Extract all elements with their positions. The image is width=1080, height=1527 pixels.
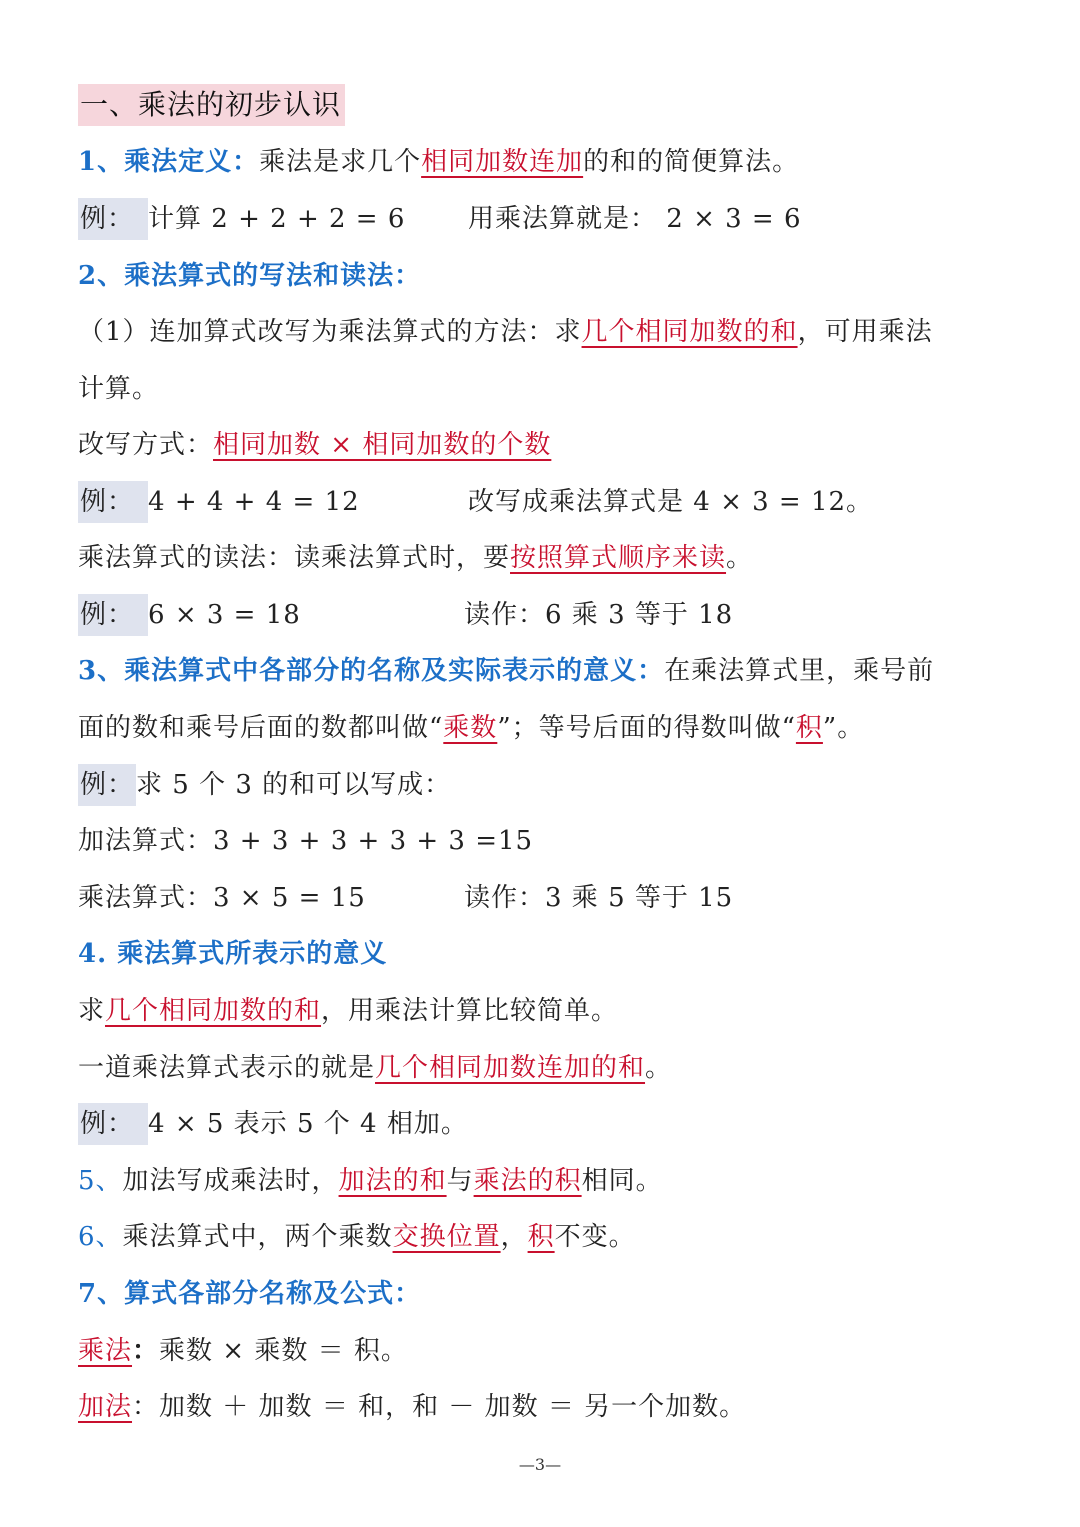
item-6-highlight-1: 交换位置 bbox=[392, 1222, 501, 1252]
multiplication-rule-text: 乘数 × 乘数 ＝ 积。 bbox=[159, 1336, 408, 1366]
item-4-p2-highlight: 几个相同加数连加的和 bbox=[375, 1053, 646, 1083]
multiplication-rule-label: 乘法 bbox=[78, 1336, 133, 1366]
addition-rule-label: 加法 bbox=[78, 1392, 133, 1422]
multiplication-rule-colon: ： bbox=[132, 1336, 160, 1366]
addition-formula-text: 加法算式：3 + 3 + 3 + 3 + 3 =15 bbox=[78, 826, 534, 856]
item-2-paragraph-1-cont bbox=[78, 368, 1020, 410]
example-3 bbox=[78, 594, 1020, 636]
item-6-label: 6、 bbox=[78, 1222, 123, 1252]
item-2 bbox=[78, 255, 1020, 297]
example-4-text: 求 5 个 3 的和可以写成： bbox=[136, 770, 452, 800]
multiplication-formula-left: 乘法算式：3 × 5 = 15 bbox=[78, 883, 366, 913]
item-3b-text2: ”；等号后面的得数叫做“ bbox=[497, 713, 796, 743]
item-2-p1b-text: 计算。 bbox=[78, 374, 160, 404]
item-2-label: 2、乘法算式的写法和读法： bbox=[78, 261, 422, 291]
example-3-left: 6 × 3 = 18 bbox=[148, 600, 301, 630]
section-title-line bbox=[78, 84, 1020, 126]
item-4 bbox=[78, 933, 1020, 975]
page-number: —3— bbox=[518, 1455, 562, 1474]
reading-text2: 。 bbox=[726, 543, 754, 573]
example-1-left: 计算 2 + 2 + 2 = 6 bbox=[148, 204, 406, 234]
item-3b-highlight-2: 积 bbox=[795, 713, 823, 743]
item-4-p2-text1: 一道乘法算式表示的就是 bbox=[78, 1053, 376, 1083]
example-2-right: 改写成乘法算式是 4 × 3 = 12。 bbox=[468, 487, 874, 517]
item-3-cont bbox=[78, 707, 1020, 749]
example-5-text: 4 × 5 表示 5 个 4 相加。 bbox=[148, 1109, 468, 1139]
item-6-text2: ， bbox=[500, 1222, 528, 1252]
item-5-label: 5、 bbox=[78, 1166, 123, 1196]
example-2-left: 4 + 4 + 4 = 12 bbox=[148, 487, 360, 517]
item-1 bbox=[78, 141, 1020, 183]
item-1-text2: 的和的简便算法。 bbox=[583, 147, 800, 177]
item-3b-text1: 面的数和乘号后面的数都叫做“ bbox=[78, 713, 444, 743]
example-1 bbox=[78, 198, 1020, 240]
item-5-highlight-1: 加法的和 bbox=[338, 1166, 447, 1196]
multiplication-formula bbox=[78, 877, 1020, 919]
example-3-tag: 例： bbox=[78, 594, 148, 636]
item-5-text1: 加法写成乘法时， bbox=[122, 1166, 339, 1196]
multiplication-rule bbox=[78, 1330, 1020, 1372]
item-2-paragraph-1 bbox=[78, 311, 1020, 353]
rewrite-label: 改写方式： bbox=[78, 430, 214, 460]
item-1-highlight: 相同加数连加 bbox=[421, 147, 584, 177]
item-3-label: 3、乘法算式中各部分的名称及实际表示的意义： bbox=[78, 656, 665, 686]
example-5-tag: 例： bbox=[78, 1103, 148, 1145]
example-2-tag: 例： bbox=[78, 481, 148, 523]
item-3-text: 在乘法算式里，乘号前 bbox=[664, 656, 935, 686]
item-5-highlight-2: 乘法的积 bbox=[473, 1166, 582, 1196]
addition-rule bbox=[78, 1386, 1020, 1428]
item-5 bbox=[78, 1160, 1020, 1202]
example-4-tag: 例： bbox=[78, 764, 136, 806]
item-2-p1-text1: （1）连加算式改写为乘法算式的方法：求 bbox=[78, 317, 582, 347]
example-1-right: 用乘法算就是： 2 × 3 = 6 bbox=[468, 204, 802, 234]
section-title: 一、乘法的初步认识 bbox=[78, 84, 345, 126]
reading-method bbox=[78, 537, 1020, 579]
example-2 bbox=[78, 481, 1020, 523]
item-5-text3: 相同。 bbox=[581, 1166, 663, 1196]
item-4-paragraph-2 bbox=[78, 1047, 1020, 1089]
item-7 bbox=[78, 1273, 1020, 1315]
item-6-text1: 乘法算式中，两个乘数 bbox=[122, 1222, 393, 1252]
reading-highlight: 按照算式顺序来读 bbox=[510, 543, 727, 573]
item-2-p1-text2: ，可用乘法 bbox=[797, 317, 933, 347]
item-4-p1-text2: ，用乘法计算比较简单。 bbox=[321, 996, 619, 1026]
multiplication-formula-right: 读作：3 乘 5 等于 15 bbox=[464, 883, 734, 913]
item-6-highlight-2: 积 bbox=[527, 1222, 555, 1252]
example-1-tag: 例： bbox=[78, 198, 148, 240]
item-4-p1-highlight: 几个相同加数的和 bbox=[105, 996, 322, 1026]
example-4 bbox=[78, 764, 1020, 806]
rewrite-highlight: 相同加数 × 相同加数的个数 bbox=[213, 430, 552, 460]
item-4-label: 4. 乘法算式所表示的意义 bbox=[78, 939, 388, 969]
example-5 bbox=[78, 1103, 1020, 1145]
item-5-text2: 与 bbox=[446, 1166, 474, 1196]
addition-rule-text: 加数 ＋ 加数 ＝ 和，和 － 加数 ＝ 另一个加数。 bbox=[159, 1392, 747, 1422]
item-1-text1: 乘法是求几个 bbox=[259, 147, 422, 177]
item-3 bbox=[78, 650, 1020, 692]
item-3b-text3: ”。 bbox=[822, 713, 865, 743]
item-6 bbox=[78, 1216, 1020, 1258]
addition-formula bbox=[78, 820, 1020, 862]
item-2-p1-highlight: 几个相同加数的和 bbox=[581, 317, 798, 347]
item-4-p1-text1: 求 bbox=[78, 996, 106, 1026]
example-3-right: 读作：6 乘 3 等于 18 bbox=[464, 600, 734, 630]
item-3b-highlight-1: 乘数 bbox=[443, 713, 498, 743]
addition-rule-colon: ： bbox=[132, 1392, 160, 1422]
rewrite-method bbox=[78, 424, 1020, 466]
item-1-label: 1、乘法定义： bbox=[78, 147, 260, 177]
reading-text1: 乘法算式的读法：读乘法算式时，要 bbox=[78, 543, 511, 573]
item-4-paragraph-1 bbox=[78, 990, 1020, 1032]
item-4-p2-text2: 。 bbox=[645, 1053, 673, 1083]
item-6-text3: 不变。 bbox=[554, 1222, 636, 1252]
item-7-label: 7、算式各部分名称及公式： bbox=[78, 1279, 422, 1309]
